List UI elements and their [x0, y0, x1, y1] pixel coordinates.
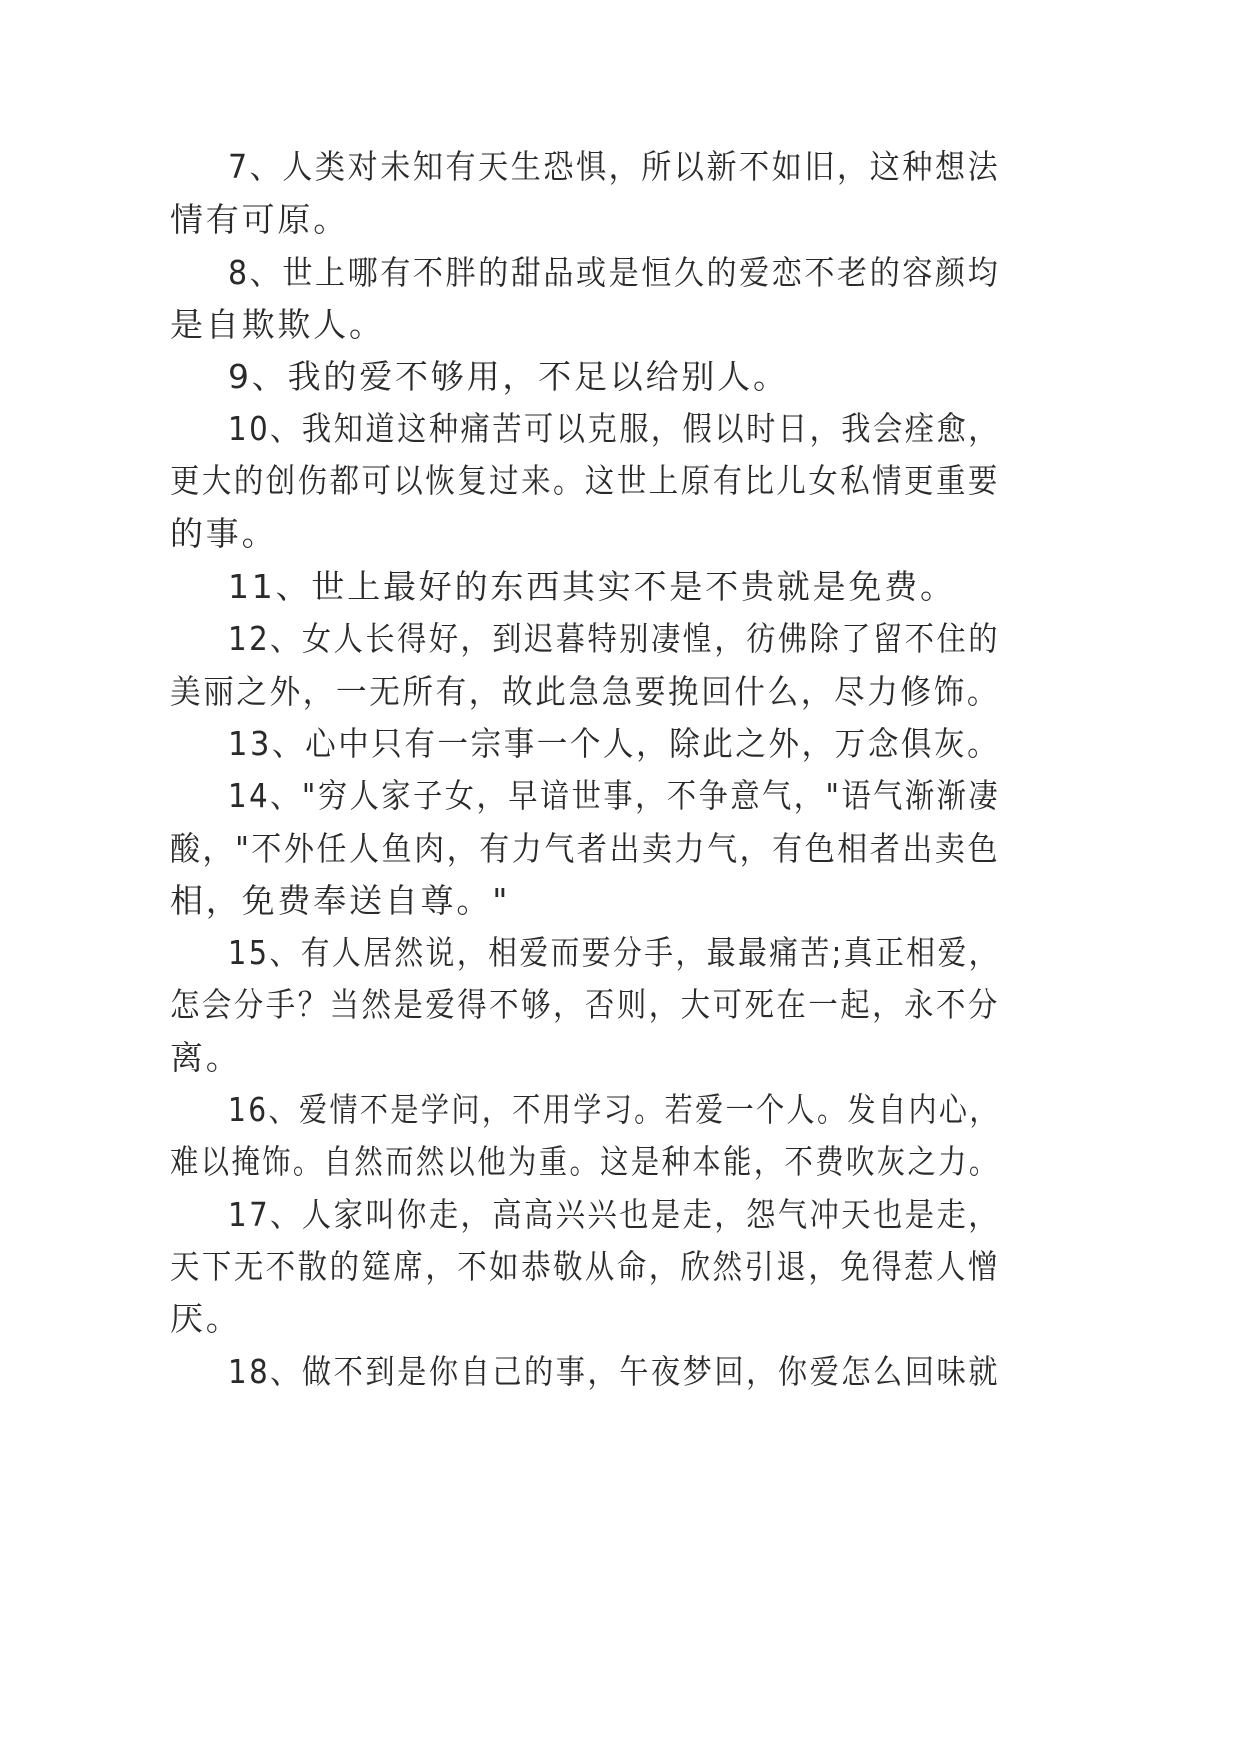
text-line: 12、女人长得好，到迟暮特别凄惶，彷佛除了留不住的: [228, 619, 1000, 658]
text-line: 8、世上哪有不胖的甜品或是恒久的爱恋不老的容颜均: [228, 253, 1001, 292]
text-line: 相，免费奉送自尊。": [170, 881, 511, 920]
text-line: 10、我知道这种痛苦可以克服，假以时日，我会痊愈，: [228, 409, 1000, 448]
text-line: 美丽之外，一无所有，故此急急要挽回什么，尽力修饰。: [170, 672, 1001, 711]
text-line: 厌。: [170, 1299, 242, 1338]
text-line: 16、爱情不是学问，不用学习。若爱一个人。发自内心，: [228, 1090, 1000, 1129]
text-line: 7、人类对未知有天生恐惧，所以新不如旧，这种想法: [228, 147, 1001, 186]
text-line: 14、"穷人家子女，早谙世事，不争意气，"语气渐渐凄: [228, 776, 1001, 815]
text-line: 难以掩饰。自然而然以他为重。这是种本能，不费吹灰之力。: [170, 1142, 1000, 1181]
text-line: 17、人家叫你走，高高兴兴也是走，怨气冲天也是走，: [228, 1195, 1000, 1234]
text-line: 15、有人居然说，相爱而要分手，最最痛苦;真正相爱，: [228, 933, 1000, 972]
text-line: 的事。: [170, 514, 278, 553]
text-line: 是自欺欺人。: [170, 305, 385, 344]
text-line: 天下无不散的筵席，不如恭敬从命，欣然引退，免得惹人憎: [170, 1247, 1000, 1286]
text-line: 更大的创伤都可以恢复过来。这世上原有比儿女私情更重要: [170, 461, 1000, 500]
text-line: 18、做不到是你自己的事，午夜梦回，你爱怎么回味就: [228, 1352, 1000, 1391]
text-line: 离。: [170, 1038, 242, 1077]
text-line: 怎会分手？当然是爱得不够，否则，大可死在一起，永不分: [170, 985, 1000, 1024]
text-line: 酸，"不外任人鱼肉，有力气者出卖力气，有色相者出卖色: [170, 829, 1000, 868]
text-line: 9、我的爱不够用，不足以给别人。: [228, 357, 789, 396]
text-line: 情有可原。: [170, 200, 349, 239]
text-line: 11、世上最好的东西其实不是不贵就是免费。: [228, 567, 956, 606]
text-line: 13、心中只有一宗事一个人，除此之外，万念俱灰。: [228, 724, 1001, 763]
